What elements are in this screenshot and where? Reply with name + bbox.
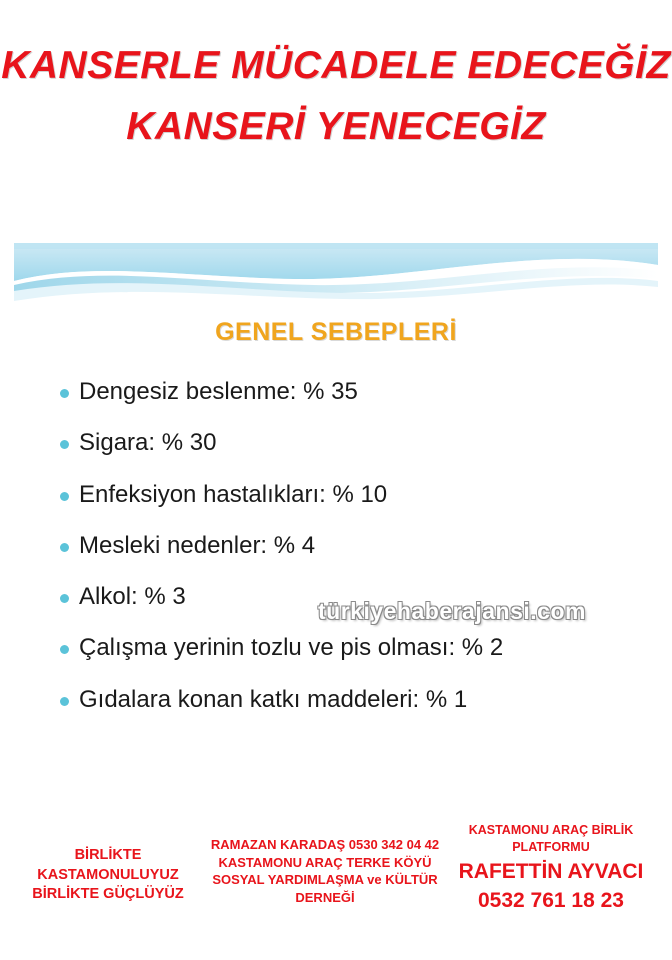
cause-label: Dengesiz beslenme: % 35: [79, 378, 358, 405]
poster-headline: [0, 0, 672, 146]
list-item: [60, 481, 640, 510]
cause-label: Mesleki nedenler: % 4: [79, 531, 316, 559]
list-item: [60, 686, 640, 715]
decorative-wave-band: [14, 235, 658, 315]
bullet-icon: [60, 645, 69, 654]
list-item: [60, 429, 640, 458]
list-item: [60, 378, 640, 407]
footer-slogan-line-1: BİRLİKTE KASTAMONULUYUZ: [37, 847, 179, 883]
list-item: [60, 532, 640, 561]
footer-platform-name: KASTAMONU ARAÇ BİRLİK PLATFORMU: [468, 823, 634, 854]
bullet-icon: [60, 389, 69, 398]
cause-label: Gıdalara konan katkı maddeleri: % 1: [79, 685, 468, 713]
section-subtitle: GENEL SEBEPLERİ: [215, 318, 457, 346]
list-item: [60, 634, 640, 663]
causes-list: [60, 378, 640, 737]
cause-label: Sigara: % 30: [79, 429, 217, 457]
headline-line-2: KANSERİ YENECEGİZ: [126, 105, 546, 148]
wave-graphic: [14, 235, 658, 315]
watermark-text: türkiyehaberajansi.com: [318, 598, 586, 624]
cause-label: Çalışma yerinin tozlu ve pis olması: % 2: [79, 634, 504, 662]
footer-slogan-line-2: BİRLİKTE GÜÇLÜYÜZ: [32, 886, 184, 903]
footer-phone-number: 0532 761 18 23: [478, 889, 624, 913]
footer-association-name: SOSYAL YARDIMLAŞMA ve KÜLTÜR DERNEĞİ: [212, 872, 438, 905]
bullet-icon: [60, 440, 69, 449]
footer-slogan-block: [8, 846, 208, 905]
bullet-icon: [60, 594, 69, 603]
footer-platform-block: [432, 822, 670, 915]
cause-label: Alkol: % 3: [79, 583, 186, 611]
bullet-icon: [60, 697, 69, 706]
bullet-icon: [60, 492, 69, 501]
footer-village-name: KASTAMONU ARAÇ TERKE KÖYÜ: [218, 854, 432, 870]
cause-label: Enfeksiyon hastalıkları: % 10: [79, 480, 388, 508]
headline-line-1: KANSERLE MÜCADELE EDECEĞİZ: [1, 44, 671, 87]
footer-contact-name: RAMAZAN KARADAŞ 0530 342 04 42: [210, 837, 440, 852]
bullet-icon: [60, 543, 69, 552]
footer-association-block: [210, 836, 440, 906]
poster-footer: [0, 812, 672, 960]
footer-person-name: RAFETTİN AYVACI: [458, 859, 644, 883]
